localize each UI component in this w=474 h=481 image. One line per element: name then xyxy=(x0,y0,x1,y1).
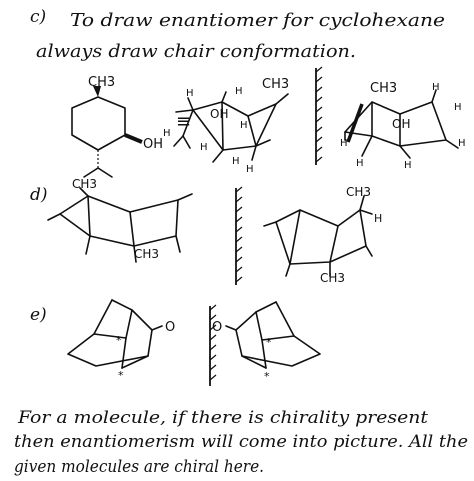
conclusion-line-3: given molecules are chiral here. xyxy=(14,457,264,477)
h-atom: H xyxy=(200,142,208,153)
mirror-plane-c xyxy=(316,67,322,165)
methyl-label: CH3 xyxy=(262,77,290,92)
h-atom: H xyxy=(374,212,383,225)
bold-bond xyxy=(125,135,142,142)
bicyclic-ring xyxy=(68,310,152,366)
h-atom: H xyxy=(232,156,240,167)
bold-bond xyxy=(348,104,362,142)
mirror-plane-e xyxy=(210,305,216,386)
isopropyl-group xyxy=(84,168,112,177)
part-d-label: d) xyxy=(30,185,48,205)
h-atom: H xyxy=(240,120,248,131)
chair-ring xyxy=(60,196,178,246)
oxygen-label: O xyxy=(212,320,223,335)
stereocenter-marker: * xyxy=(118,369,124,382)
h-atom: H xyxy=(340,138,348,149)
hydroxyl-label: OH xyxy=(392,117,411,131)
hydroxyl-label: OH xyxy=(210,107,229,121)
equivalence-sign: ≡ xyxy=(176,111,192,132)
methyl-label: CH3 xyxy=(88,75,116,90)
part-e-label: e) xyxy=(30,305,47,325)
stereocenter-marker: * xyxy=(264,370,270,383)
heading-line-1: To draw enantiomer for cyclohexane xyxy=(70,10,446,31)
h-atom: H xyxy=(235,86,243,97)
oxygen-label: O xyxy=(165,320,176,335)
h-atom: H xyxy=(356,158,364,169)
methyl-top-label: CH3 xyxy=(346,185,372,199)
hydroxyl-label: OH xyxy=(143,137,164,152)
chair-right-d xyxy=(264,185,382,285)
stereocenter-marker: * xyxy=(116,334,122,347)
h-atom: H xyxy=(246,164,254,175)
h-atom: H xyxy=(454,102,462,113)
chair-ring xyxy=(276,210,366,264)
h-atom: H xyxy=(458,138,466,149)
h-atom: H xyxy=(432,82,440,93)
chair-right-c xyxy=(340,81,466,171)
chair-left-d xyxy=(48,177,192,262)
mirror-plane-d xyxy=(236,187,242,285)
h-atom: H xyxy=(404,160,412,171)
part-c-label: c) xyxy=(30,7,47,27)
conclusion-line-1: For a molecule, if there is chirality present xyxy=(16,408,429,428)
h-atom: H xyxy=(163,128,171,139)
methyl-bottom-label: CH3 xyxy=(134,247,160,261)
cyclohexane-ring xyxy=(72,97,125,150)
methyl-label: CH3 xyxy=(370,81,398,96)
conclusion-line-2: then enantiomerism will come into picture. All the xyxy=(14,432,468,452)
bicyclic-ketone-left xyxy=(68,300,175,382)
methyl-bottom-label: CH3 xyxy=(320,271,346,285)
menthol-skeletal xyxy=(72,75,163,177)
bicyclic-ketone-right xyxy=(212,302,320,383)
heading-line-2: always draw chair conformation. xyxy=(36,41,356,62)
stereocenter-marker: * xyxy=(266,336,272,349)
bicyclic-ring xyxy=(236,312,320,366)
h-atom: H xyxy=(186,88,194,99)
methyl-top-label: CH3 xyxy=(72,177,98,191)
